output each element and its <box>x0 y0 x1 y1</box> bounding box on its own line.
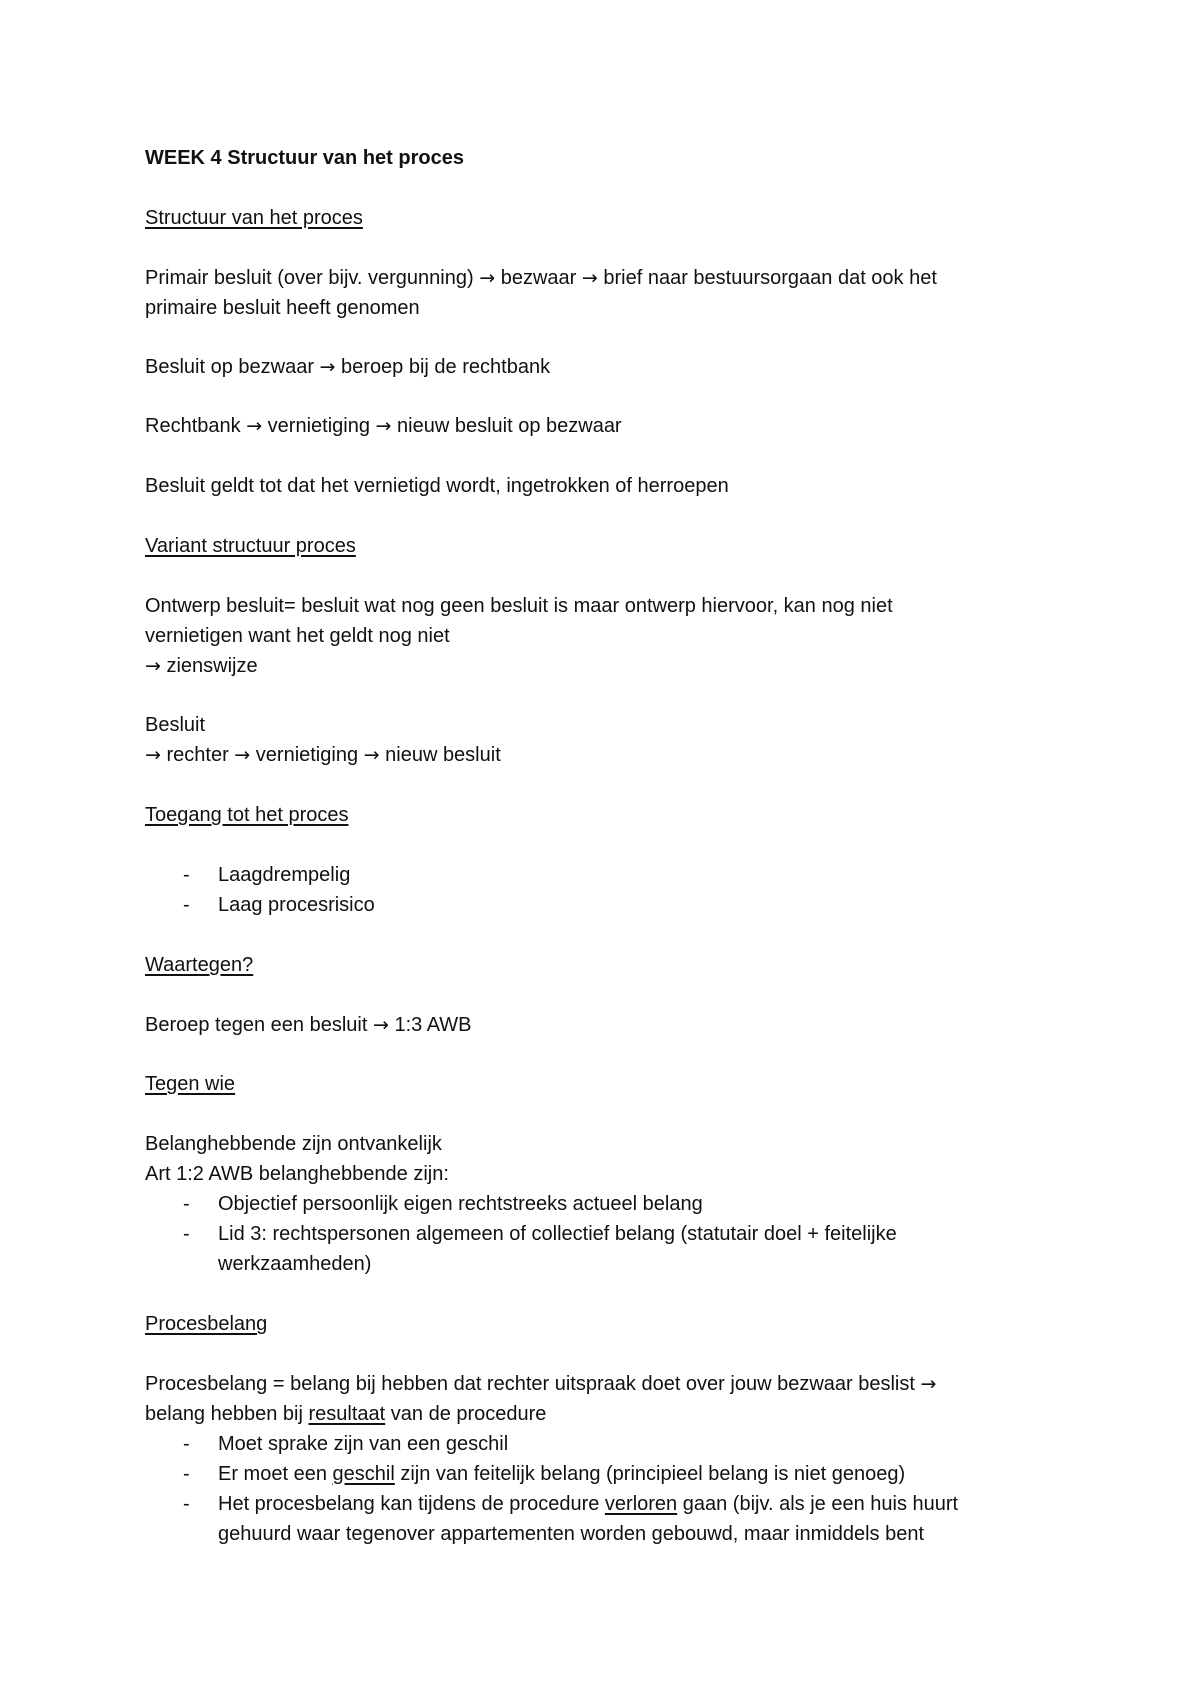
list-item <box>218 1489 958 1519</box>
paragraph-line <box>145 1399 546 1429</box>
text: vernietiging <box>255 744 359 766</box>
paragraph-besluit-op-bezwaar <box>145 352 550 382</box>
heading-toegang: Toegang tot het proces <box>145 804 349 826</box>
bullet-dash: - <box>183 1223 190 1245</box>
text: Beroep tegen een besluit <box>145 1014 368 1036</box>
heading-procesbelang: Procesbelang <box>145 1313 268 1335</box>
text: Besluit op bezwaar <box>145 356 314 378</box>
arrow-icon: → <box>246 415 263 437</box>
text: rechter <box>166 744 229 766</box>
heading-waartegen: Waartegen? <box>145 954 254 976</box>
bullet-dash: - <box>183 1193 190 1215</box>
text: brief naar bestuursorgaan dat ook het <box>603 267 937 289</box>
bullet-dash: - <box>183 1433 190 1455</box>
paragraph-procesbelang <box>145 1369 936 1399</box>
text: zienswijze <box>166 655 258 677</box>
list-item-continuation: gehuurd waar tegenover appartementen worden gebouwd, maar inmiddels bent <box>218 1523 925 1545</box>
heading-variant: Variant structuur proces <box>145 535 356 557</box>
list-item <box>218 1459 905 1489</box>
text: Het procesbelang kan tijdens de procedure <box>218 1493 600 1515</box>
paragraph-primair-besluit <box>145 263 937 293</box>
text: gaan (bijv. als je een huis huurt <box>682 1493 959 1515</box>
underlined-text: geschil <box>332 1463 395 1485</box>
text: nieuw besluit <box>385 744 501 766</box>
text: belang hebben bij <box>145 1403 303 1425</box>
text: Primair besluit (over bijv. vergunning) <box>145 267 474 289</box>
arrow-icon: → <box>145 744 161 766</box>
list-item: Lid 3: rechtspersonen algemeen of collectief belang (statutair doel + feitelijke <box>218 1223 897 1245</box>
arrow-icon: → <box>581 267 598 289</box>
heading-tegen-wie: Tegen wie <box>145 1073 236 1095</box>
list-item: Laag procesrisico <box>218 894 375 916</box>
arrow-icon: → <box>234 744 251 766</box>
paragraph-rechtbank <box>145 411 622 441</box>
text: vernietiging <box>267 415 370 437</box>
text: Rechtbank <box>145 415 241 437</box>
underlined-text: resultaat <box>308 1403 386 1425</box>
text: nieuw besluit op bezwaar <box>397 415 622 437</box>
underlined-text: verloren <box>604 1493 678 1515</box>
bullet-dash: - <box>183 1493 190 1515</box>
arrow-icon: → <box>372 1014 389 1036</box>
text: Er moet een <box>218 1463 327 1485</box>
paragraph-besluit-geldt: Besluit geldt tot dat het vernietigd wordt, ingetrokken of herroepen <box>145 475 729 497</box>
list-item: Moet sprake zijn van een geschil <box>218 1433 509 1455</box>
text: beroep bij de rechtbank <box>341 356 551 378</box>
list-item-continuation: werkzaamheden) <box>218 1253 372 1275</box>
paragraph-beroep <box>145 1010 472 1040</box>
bullet-dash: - <box>183 894 190 916</box>
text: 1:3 AWB <box>394 1014 472 1036</box>
text: van de procedure <box>390 1403 547 1425</box>
paragraph-besluit: Besluit <box>145 714 206 736</box>
arrow-icon: → <box>375 415 392 437</box>
text: zijn van feitelijk belang (principieel belang is niet genoeg) <box>400 1463 906 1485</box>
paragraph-line: primaire besluit heeft genomen <box>145 297 420 319</box>
arrow-icon: → <box>479 267 496 289</box>
text: bezwaar <box>500 267 577 289</box>
paragraph-art: Art 1:2 AWB belanghebbende zijn: <box>145 1163 449 1185</box>
bullet-dash: - <box>183 864 190 886</box>
arrow-icon: → <box>920 1373 937 1395</box>
text: Procesbelang = belang bij hebben dat rechter uitspraak doet over jouw bezwaar beslist <box>145 1373 915 1395</box>
paragraph-zienswijze <box>145 651 258 681</box>
document-title: WEEK 4 Structuur van het proces <box>145 147 464 169</box>
arrow-icon: → <box>145 655 161 677</box>
arrow-icon: → <box>319 356 336 378</box>
arrow-icon: → <box>363 744 380 766</box>
paragraph-rechter <box>145 740 501 770</box>
list-item: Laagdrempelig <box>218 864 351 886</box>
paragraph-ontwerp-besluit: Ontwerp besluit= besluit wat nog geen besluit is maar ontwerp hiervoor, kan nog niet <box>145 595 893 617</box>
paragraph-belanghebbende: Belanghebbende zijn ontvankelijk <box>145 1133 442 1155</box>
bullet-dash: - <box>183 1463 190 1485</box>
paragraph-line: vernietigen want het geldt nog niet <box>145 625 450 647</box>
list-item: Objectief persoonlijk eigen rechtstreeks actueel belang <box>218 1193 703 1215</box>
heading-structuur: Structuur van het proces <box>145 207 363 229</box>
